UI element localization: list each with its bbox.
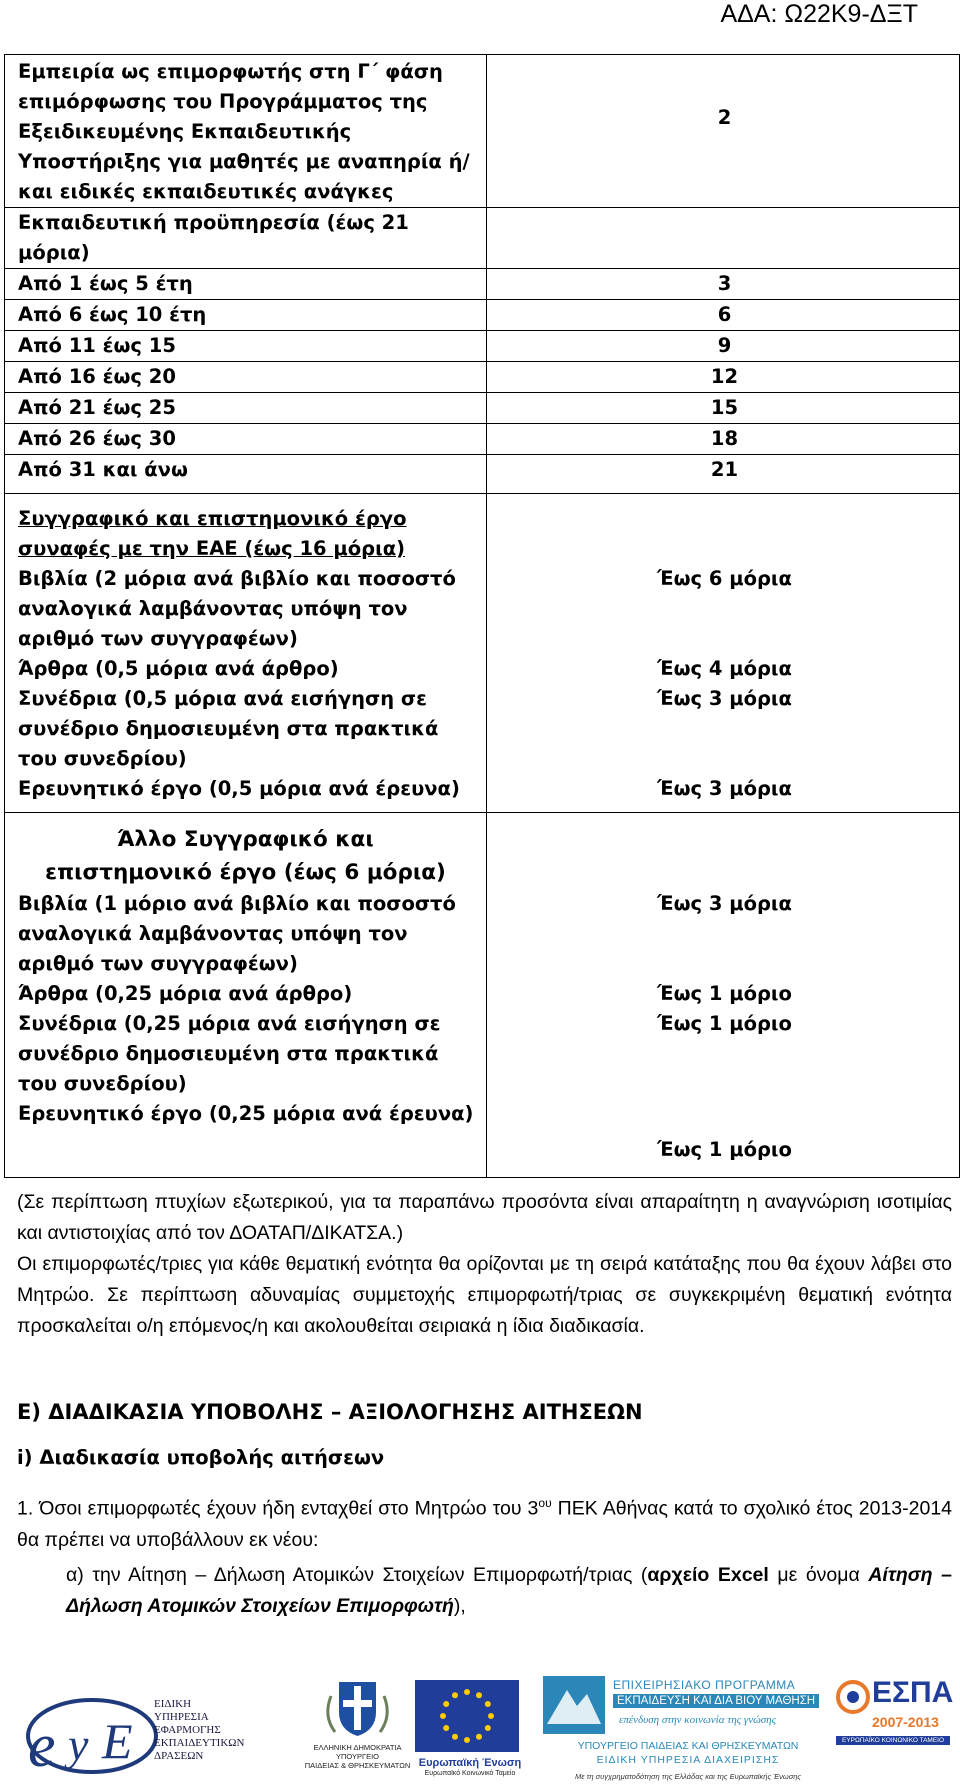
experience-label: Εμπειρία ως επιμορφωτής στη Γ΄ φάση επιμόρφωσης του Προγράμματος της Εξειδικευμένης Εκπαιδευτικής Υποστήριξης για μαθητές με αναπηρία ή/ και ειδικές εκπαιδευτικές ανάγκες [5,55,487,208]
table-row [5,208,960,269]
greek-coat-of-arms-icon [295,1676,420,1738]
section3-title: Άλλο Συγγραφικό και επιστημονικό έργο (έως 6 μόρια) [5,813,487,890]
section2-label: Άρθρα (0,5 μόρια ανά άρθρο) [5,654,487,684]
table-row [5,889,960,979]
experience-points: 2 [487,55,960,208]
table-row [5,455,960,494]
table-row [5,494,960,565]
table-row [5,393,960,424]
table-row [5,1099,960,1178]
service-label: Από 16 έως 20 [5,362,487,393]
eye-logo [10,1692,280,1782]
ada-code: ΑΔΑ: Ω22Κ9-ΔΞΤ [720,0,918,28]
section3-points: Έως 1 μόριο [487,979,960,1009]
ministry-logo: ΕΛΛΗΝΙΚΗ ΔΗΜΟΚΡΑΤΙΑ ΥΠΟΥΡΓΕΙΟ ΠΑΙΔΕΙΑΣ & ΘΡΗΣΚΕΥΜΑΤΩΝ [295,1676,420,1776]
section3-points: Έως 3 μόρια [487,889,960,979]
eu-star [443,1701,449,1707]
item-a-paragraph: α) την Αίτηση – Δήλωση Ατομικών Στοιχείων Επιμορφωτή/τριας (αρχείο Excel με όνομα Αίτηση – Δήλωση Ατομικών Στοιχείων Επιμορφωτή), [66,1564,952,1617]
section3-points: Έως 1 μόριο [487,1009,960,1099]
service-label: Από 11 έως 15 [5,331,487,362]
table-row [5,269,960,300]
item-1-paragraph: 1. Όσοι επιμορφωτές έχουν ήδη ενταχθεί στο Μητρώο του $3^{o\upsilon}$ ΠΕΚ Αθήνας κατά το σχολικό έτος 2013-2014 θα πρέπει να υποβάλλουν εκ νέου: [17,1496,953,1551]
eu-star [464,1737,470,1743]
section-e-heading: Ε) ΔΙΑΔΙΚΑΣΙΑ ΥΠΟΒΟΛΗΣ – ΑΞΙΟΛΟΓΗΣΗΣ ΑΙΤΗΣΕΩΝ [17,1400,643,1424]
eu-star [440,1713,446,1719]
section3-points: Έως 1 μόριο [487,1099,960,1178]
service-title: Εκπαιδευτική προϋπηρεσία (έως 21 μόρια) [5,208,487,269]
service-label: Από 31 και άνω [5,455,487,494]
eu-flag-icon [415,1680,519,1752]
eu-star [452,1734,458,1740]
service-label: Από 1 έως 5 έτη [5,269,487,300]
section3-label: Ερευνητικό έργο (0,25 μόρια ανά έρευνα) [5,1099,487,1178]
section3-label: Συνέδρια (0,25 μόρια ανά εισήγηση σε συνέδριο δημοσιευμένη στα πρακτικά του συνεδρίου) [5,1009,487,1099]
eu-star [485,1725,491,1731]
service-points: 6 [487,300,960,331]
section2-points: Έως 4 μόρια [487,654,960,684]
service-points: 3 [487,269,960,300]
foreign-degrees-paragraph: (Σε περίπτωση πτυχίων εξωτερικού, για τα παραπάνω προσόντα είναι απαραίτητη η αναγνώριση ισοτιμίας και αντιστοιχίας από τον ΔΟΑΤΑΠ/ΔΙΚΑΤΣΑ.) [17,1191,952,1244]
section2-points: Έως 3 μόρια [487,774,960,813]
table-row [5,774,960,813]
section3-label: Βιβλία (1 μόριο ανά βιβλίο και ποσοστό αναλογικά λαμβάνοντας υπόψη τον αριθμό των συγγραφέων) [5,889,487,979]
service-points: 9 [487,331,960,362]
service-points: 18 [487,424,960,455]
section-i-heading: i) Διαδικασία υποβολής αιτήσεων [17,1446,385,1469]
op-education-logo: ΕΠΙΧΕΙΡΗΣΙΑΚΟ ΠΡΟΓΡΑΜΜΑ ΕΚΠΑΙΔΕΥΣΗ ΚΑΙ ΔΙΑ ΒΙΟΥ ΜΑΘΗΣΗ επένδυση στην κοινωνία της γνώσης ΥΠΟΥΡΓΕΙΟ ΠΑΙΔΕΙΑΣ ΚΑΙ ΘΡΗΣΚΕΥΜΑΤΩΝ ΕΙΔΙΚΗ ΥΠΗΡΕΣΙΑ ΔΙΑΧΕΙΡΙΣΗΣ Με τη συγχρηματοδότηση της Ελλάδας και της Ευρωπαϊκής Ένωσης [543,1676,833,1784]
eu-star [443,1725,449,1731]
svg-text:y: y [68,1719,89,1770]
section2-label: Βιβλία (2 μόρια ανά βιβλίο και ποσοστό αναλογικά λαμβάνοντας υπόψη τον αριθμό των συγγραφέων) [5,564,487,654]
footer-logos [10,1672,954,1784]
eu-star [488,1713,494,1719]
service-label: Από 26 έως 30 [5,424,487,455]
svg-text:e: e [28,1712,56,1778]
ranking-paragraph: Οι επιμορφωτές/τριες για κάθε θεματική ενότητα θα ορίζονται με τη σειρά κατάταξης που θα έχουν λάβει στο Μητρώο. Σε περίπτωση αδυναμίας συμμετοχής επιμορφωτή/τριας σε συγκεκριμένη θεματική ενότητα προσκαλείται ο/η επόμενος/η και ακολουθείται σειριακά η ίδια διαδικασία. [17,1253,952,1337]
table-row [5,424,960,455]
eye-text: ΕΙΔΙΚΗ ΥΠΗΡΕΣΙΑ ΕΦΑΡΜΟΓΗΣ ΕΚΠΑΙΔΕΥΤΙΚΩΝ ΔΡΑΣΕΩΝ [154,1698,245,1762]
svg-text:E: E [102,1713,133,1769]
table-row [5,684,960,774]
espa-emblem-icon [836,1680,870,1714]
section2-label: Ερευνητικό έργο (0,5 μόρια ανά έρευνα) [5,774,487,813]
eu-star [452,1692,458,1698]
service-points: 15 [487,393,960,424]
eye-emblem-icon [10,1692,160,1778]
section2-title: Συγγραφικό και επιστημονικό έργο συναφές με την ΕΑΕ (έως 16 μόρια) [5,494,487,565]
eu-logo: Ευρωπαϊκή Ένωση Ευρωπαϊκό Κοινωνικό Ταμείο [415,1680,525,1780]
criteria-table [4,54,960,1178]
table-row [5,1009,960,1099]
eu-star [485,1701,491,1707]
section2-points: Έως 6 μόρια [487,564,960,654]
service-label: Από 21 έως 25 [5,393,487,424]
eu-star [464,1689,470,1695]
table-row [5,564,960,654]
service-points: 12 [487,362,960,393]
service-points: 21 [487,455,960,494]
espa-logo: ΕΣΠΑ 2007-2013 ΕΥΡΩΠΑΪΚΟ ΚΟΙΝΩΝΙΚΟ ΤΑΜΕΙΟ [836,1676,950,1776]
service-label: Από 6 έως 10 έτη [5,300,487,331]
table-row [5,654,960,684]
table-row [5,813,960,890]
eu-star [476,1692,482,1698]
op-emblem-icon [543,1676,605,1734]
table-row [5,300,960,331]
table-row [5,979,960,1009]
table-row [5,331,960,362]
table-row [5,362,960,393]
section2-points: Έως 3 μόρια [487,684,960,774]
section2-label: Συνέδρια (0,5 μόρια ανά εισήγηση σε συνέδριο δημοσιευμένη στα πρακτικά του συνεδρίου) [5,684,487,774]
table-row [5,55,960,208]
section3-label: Άρθρα (0,25 μόρια ανά άρθρο) [5,979,487,1009]
eu-star [476,1734,482,1740]
